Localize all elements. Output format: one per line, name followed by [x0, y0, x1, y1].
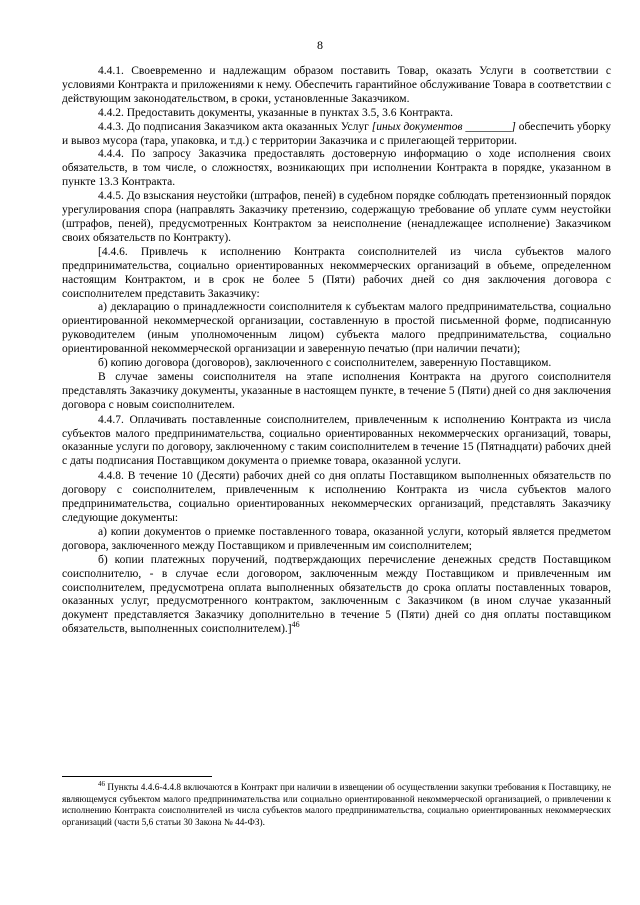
- paragraph-4-4-8: 4.4.8. В течение 10 (Десяти) рабочих дней со дня оплаты Поставщиком выполненных обязательств по договору с соисполнителем, привлеченным к исполнению Контракта из числа субъектов малого предпринимательства, социально ориентированных некоммерческих организаций, представлять Заказчику следующие документы:: [62, 470, 611, 524]
- paragraph-4-4-3: [62, 121, 611, 149]
- paragraph-4-4-8-b-text: б) копии платежных поручений, подтверждающих перечисление денежных средств Поставщиком соисполнителю, - в случае если договором, заключенным между Поставщиком и привлеченным им соисполнителем, предусмотрена оплата выполненных обязательств до срока оплаты поставленных товаров, оказанных услуг, предусмотренного контрактом, заключенным с Заказчиком (в ином случае указанный документ представляется Заказчику дополнительно в течение 5 (Пяти) дней со дня оплаты поставщиком обязательств, выполненных соисполнителем).]: [62, 553, 611, 636]
- paragraph-replacement: В случае замены соисполнителя на этапе исполнения Контракта на другого соисполнителя представлять Заказчику документы, указанные в настоящем пункте, в течение 5 (Пяти) дней со дня заключения договора с новым соисполнителем.: [62, 370, 611, 411]
- footnote-reference[interactable]: 46: [291, 620, 300, 630]
- paragraph-4-4-6: [4.4.6. Привлечь к исполнению Контракта соисполнителей из числа субъектов малого предпринимательства, социально ориентированных некоммерческих организаций в объеме, определенном настоящим Контрактом, и в срок не более 5 (Пяти) рабочих дней со дня заключения договора с соисполнителем представить Заказчику:: [62, 245, 611, 300]
- footnote: [62, 779, 611, 829]
- page-number: 8: [317, 38, 323, 52]
- footnote-divider: [62, 776, 212, 777]
- footnote-body: Пункты 4.4.6-4.4.8 включаются в Контракт при наличии в извещении об осуществлении закупки требования к Поставщику, не являющемуся субъектом малого предпринимательства или социально ориентированной некоммерческой организацией, о привлечении к исполнению Контракта соисполнителей из числа субъектов малого предпринимательства, социально ориентированных некоммерческих организаций (части 5,6 статьи 30 Закона № 44-ФЗ).: [62, 783, 611, 828]
- paragraph-4-4-3-start: 4.4.3. До подписания Заказчиком акта оказанных Услуг: [98, 120, 372, 133]
- paragraph-4-4-2: 4.4.2. Предоставить документы, указанные в пунктах 3.5, 3.6 Контракта.: [98, 106, 454, 119]
- footnote-number: 46: [98, 779, 105, 788]
- paragraph-4-4-5: 4.4.5. До взыскания неустойки (штрафов, пеней) в судебном порядке соблюдать претензионный порядок урегулирования спора (направлять Заказчику претензию, содержащую требование об уплате сумм неустойки (штрафов, пеней), предусмотренных Контрактом за неисполнение (ненадлежащее исполнение) Заказчиком своих обязательств по Контракту).: [62, 190, 611, 244]
- paragraph-4-4-6-a: а) декларацию о принадлежности соисполнителя к субъектам малого предпринимательства, социально ориентированной некоммерческой организации, составленную в простой письменной форме, подписанную руководителем (иным уполномоченным лицом) субъекта малого предпринимательства, социально ориентированной некоммерческой организации и заверенную печатью (при наличии печати);: [62, 301, 611, 356]
- paragraph-4-4-1: 4.4.1. Своевременно и надлежащим образом поставить Товар, оказать Услуги в соответствии с условиями Контракта и приложениями к нему. Обеспечить гарантийное обслуживание Товара в соответствии с действующим законодательством, в сроки, установленные Заказчиком.: [62, 65, 611, 105]
- paragraph-4-4-8-a: а) копии документов о приемке поставленного товара, оказанной услуги, который является предметом договора, заключенного между Поставщиком и привлеченным им соисполнителем;: [62, 525, 611, 552]
- placeholder-other-documents: [иных документов ________]: [371, 120, 516, 133]
- paragraph-4-4-7: 4.4.7. Оплачивать поставленные соисполнителем, привлеченным к исполнению Контракта из числа субъектов малого предпринимательства, социально ориентированных некоммерческих организаций, товары, оказанные услуги по договору, заключенному с таким соисполнителем в течение 15 (Пятнадцати) рабочих дней с даты подписания Поставщиком документа о приемке товара, оказанной услуги.: [62, 413, 611, 468]
- paragraph-4-4-3-end: обеспечить уборку и вывоз мусора (тара, упаковка, и т.д.) с территории Заказчика и с прилегающей территории.: [62, 120, 611, 147]
- footnote-text: [62, 779, 611, 829]
- paragraph-4-4-4: 4.4.4. По запросу Заказчика предоставлять достоверную информацию о ходе исполнения своих обязательств, в том числе, о сложностях, возникающих при исполнении Контракта в порядке, указанном в пункте 13.3 Контракта.: [62, 148, 611, 189]
- paragraph-4-4-6-b: б) копию договора (договоров), заключенного с соисполнителем, заверенную Поставщиком.: [98, 357, 552, 370]
- paragraph-4-4-8-b: [62, 554, 611, 637]
- document-body: [62, 65, 611, 637]
